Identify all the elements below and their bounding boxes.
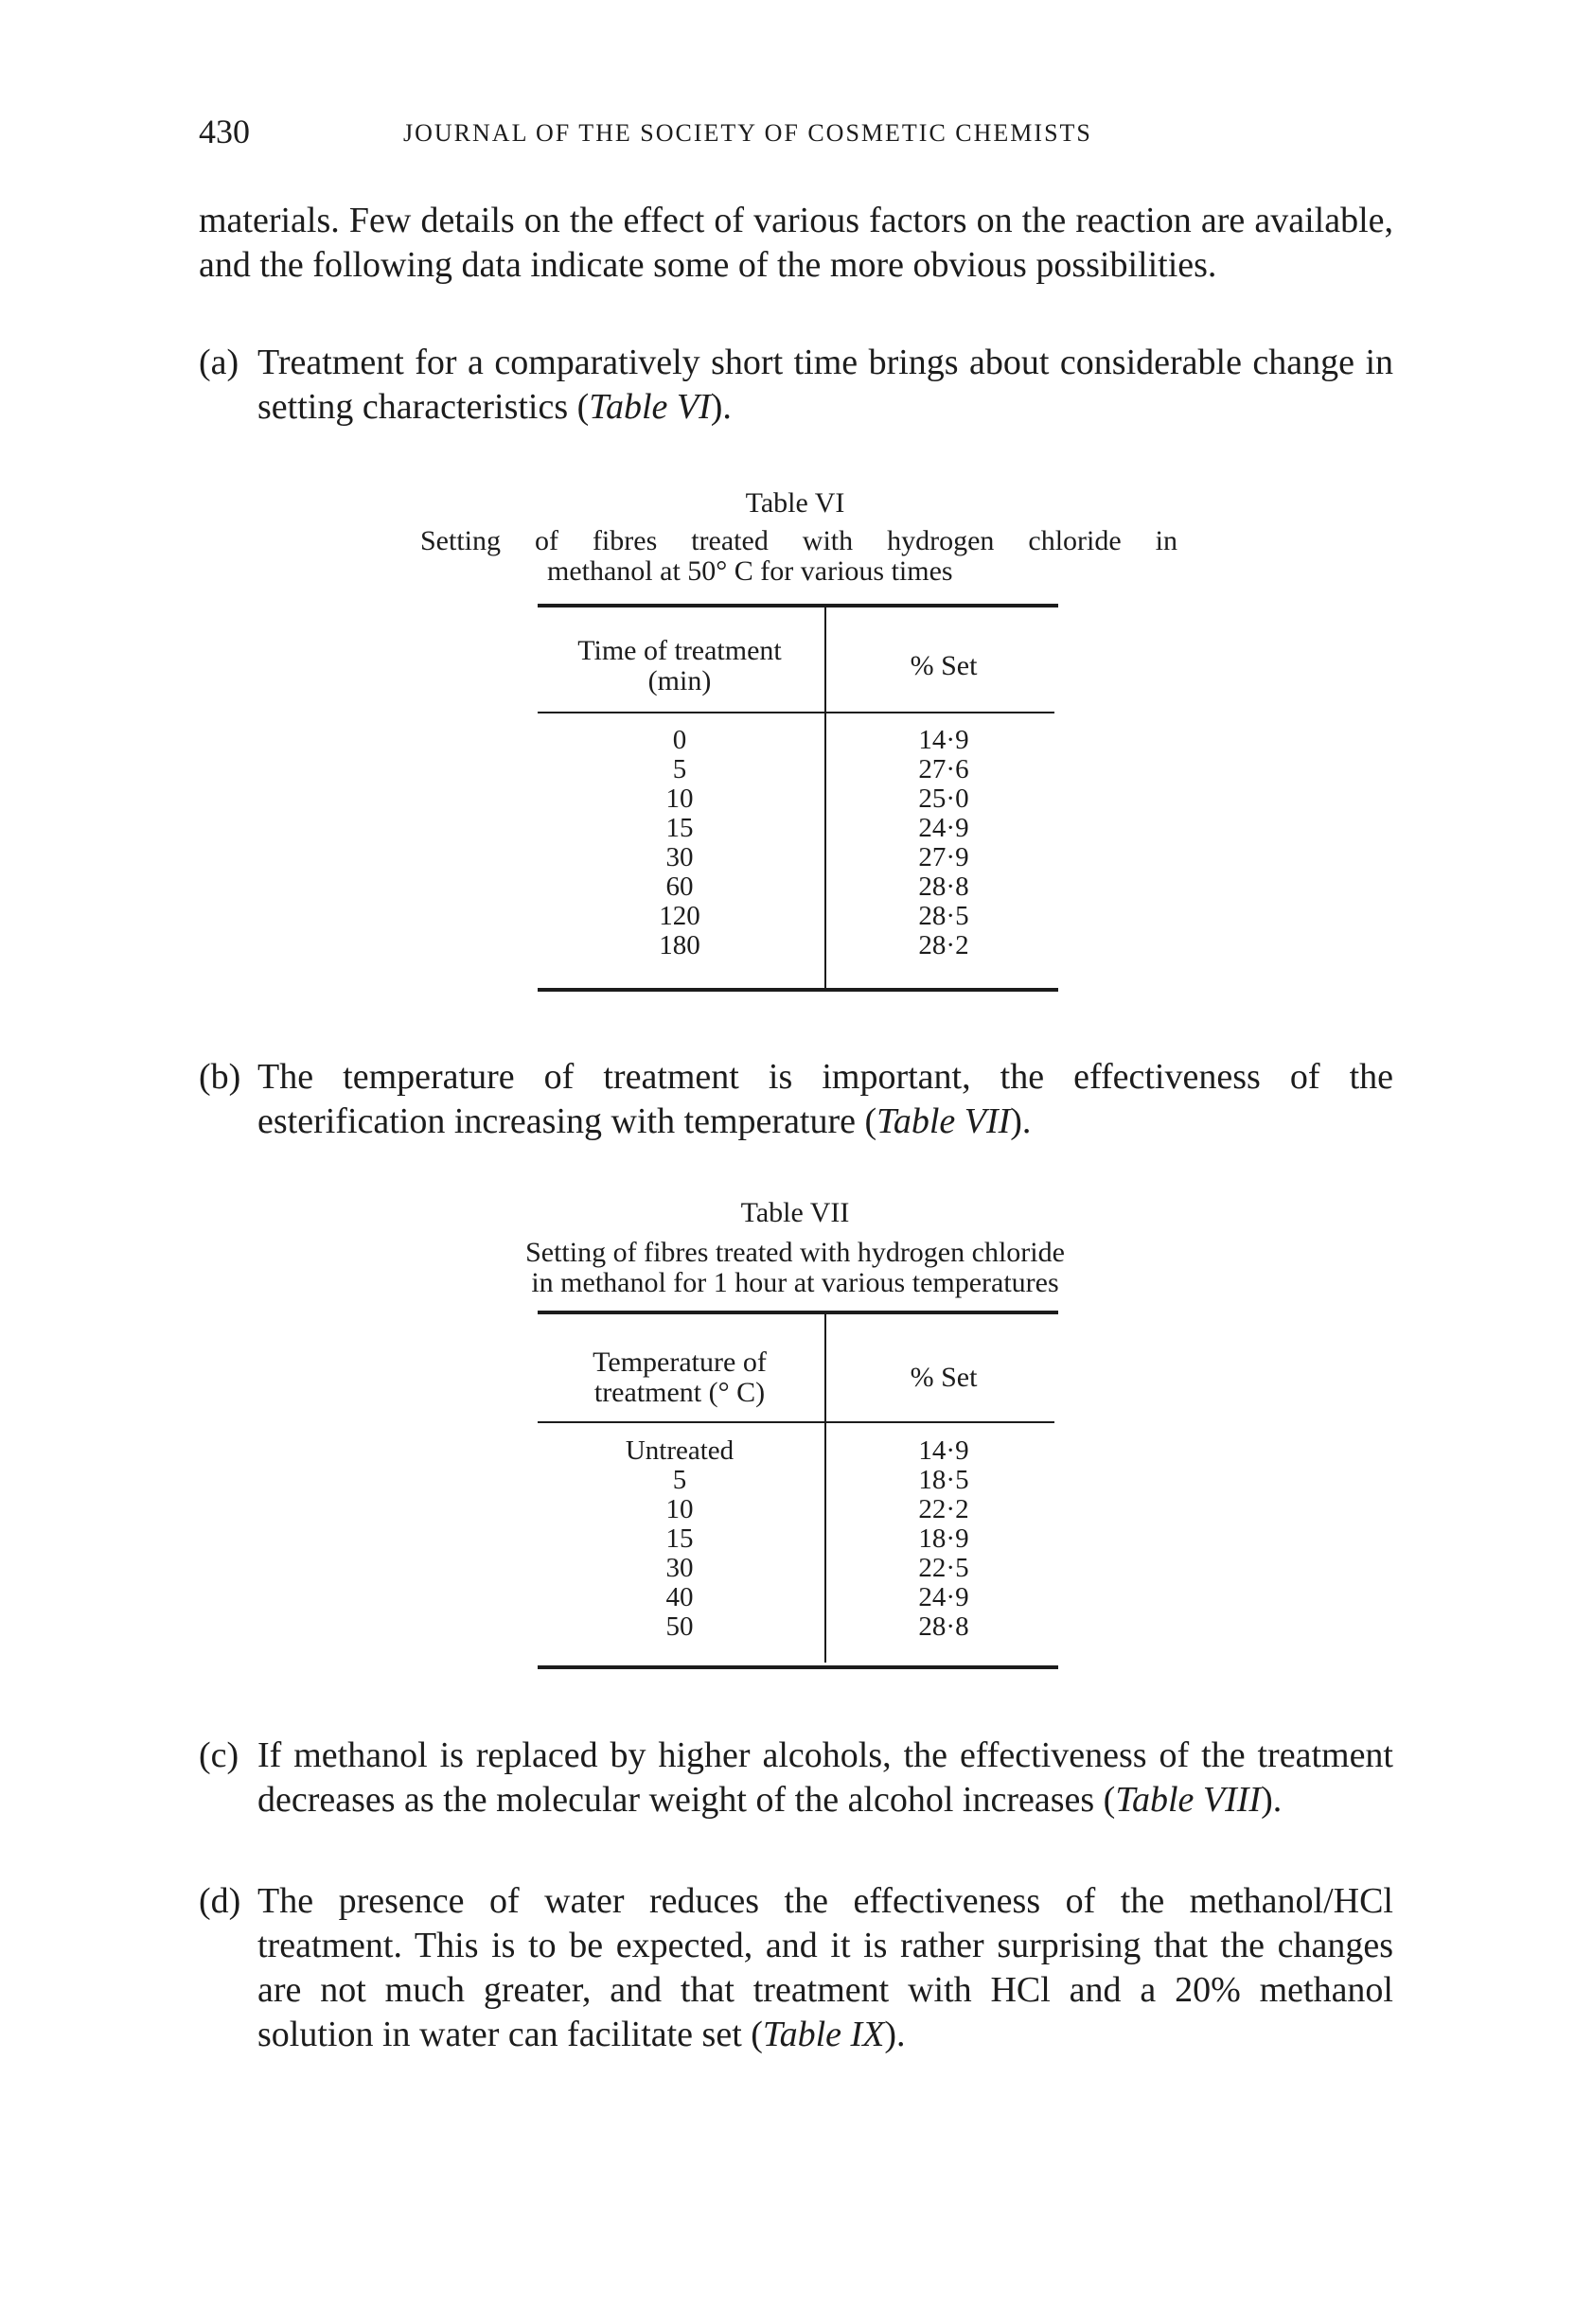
table-vii-caption: [435, 1238, 1155, 1298]
table-vi-time-cell: 5: [672, 754, 687, 784]
table-vii-column-divider: [824, 1312, 826, 1663]
table-vii-title: Table VII: [740, 1197, 850, 1228]
table-ref-vii: Table VII: [876, 1101, 1011, 1141]
table-vi-caption: [420, 526, 1177, 556]
table-ref-ix: Table IX: [762, 2015, 885, 2054]
table-vi-set-cell: 27·9: [918, 842, 969, 872]
table-vii-temperature-cell: 5: [672, 1465, 687, 1495]
table-vii-top-rule: [538, 1311, 1058, 1314]
item-c: [199, 1734, 1393, 1822]
item-a: [199, 341, 1393, 430]
table-vii-set-cell: 18·9: [918, 1523, 969, 1554]
table-vii-temperature-cell: 50: [665, 1611, 694, 1642]
table-vi-title: Table VI: [745, 487, 845, 519]
table-vi-column-divider: [824, 606, 826, 990]
intro-paragraph: materials. Few details on the effect of various factors on the reaction are available, and the following data indicate some of the more obvious possibilities.: [199, 201, 1393, 285]
table-vi-time-column: [538, 726, 822, 960]
table-vii-temperature-cell: 15: [665, 1523, 694, 1554]
table-vi-set-cell: 25·0: [918, 783, 969, 814]
table-vii-set-cell: 14·9: [918, 1435, 969, 1466]
table-ref-vi: Table VI: [589, 387, 711, 427]
table-vii-col2-header: % Set: [910, 1362, 978, 1393]
table-ref-viii: Table VIII: [1115, 1780, 1262, 1820]
table-vii-caption-line2: in methanol for 1 hour at various temperatures: [531, 1267, 1059, 1298]
table-vii-set-cell: 18·5: [918, 1465, 969, 1495]
table-vi-col2-header: % Set: [910, 650, 978, 681]
table-vii-col1-header: Temperature of treatment (° C): [593, 1347, 767, 1408]
table-vi-time-cell: 15: [665, 813, 694, 843]
table-vi-time-cell: 60: [665, 872, 694, 902]
table-vii-set-cell: 28·8: [918, 1611, 969, 1642]
table-vi-time-cell: 180: [659, 930, 700, 960]
table-vii-temperature-cell: Untreated: [625, 1435, 735, 1466]
item-d-label: (d): [199, 1881, 241, 1921]
table-vi-set-cell: 14·9: [918, 725, 969, 755]
item-d: [199, 1879, 1393, 2057]
table-vi-set-column: [829, 726, 1058, 960]
table-vii-temperature-cell: 30: [665, 1553, 694, 1583]
table-vi-top-rule: [538, 604, 1058, 607]
table-vi-set-cell: 28·2: [918, 930, 969, 960]
item-b-label: (b): [199, 1057, 241, 1097]
journal-title: JOURNAL OF THE SOCIETY OF COSMETIC CHEMISTS: [403, 119, 1092, 147]
table-vii-temperature-cell: 10: [665, 1494, 694, 1524]
table-vi-caption-line1: Setting of fibres treated with hydrogen chloride in: [420, 525, 1177, 556]
table-vii-caption-line1: Setting of fibres treated with hydrogen chloride: [525, 1237, 1065, 1268]
table-vii-temperature-cell: 40: [665, 1582, 694, 1612]
item-b: [199, 1055, 1393, 1144]
table-vii-bottom-rule: [538, 1665, 1058, 1669]
item-c-text: If methanol is replaced by higher alcohols, the effectiveness of the treatment decreases as the molecular weight of the alcohol increases (Table VIII).: [257, 1735, 1393, 1820]
running-header: [199, 112, 1391, 159]
table-vi-set-cell: 24·9: [918, 813, 969, 843]
table-vi-caption-2: [547, 556, 1077, 587]
table-vi-set-cell: 28·5: [918, 901, 969, 931]
table-vii-set-column: [829, 1436, 1058, 1642]
table-vi-time-cell: 0: [672, 725, 687, 755]
table-vi-time-cell: 30: [665, 842, 694, 872]
item-d-text: The presence of water reduces the effectiveness of the methanol/HCl treatment. This is to be expected, and it is rather surprising that the changes are not much greater, and that treatment with HCl and a 20% methanol solution in water can facilitate set (Table IX).: [257, 1881, 1393, 2054]
table-vii-header-rule: [538, 1421, 1054, 1423]
item-a-label: (a): [199, 343, 239, 382]
table-vi-set-cell: 27·6: [918, 754, 969, 784]
item-b-text: The temperature of treatment is important, the effectiveness of the esterification increasing with temperature (Table VII).: [257, 1057, 1393, 1141]
table-vii-temperature-column: [538, 1436, 822, 1642]
table-vi-caption-line2: methanol at 50° C for various times: [547, 555, 953, 587]
table-vii-set-cell: 22·5: [918, 1553, 969, 1583]
table-vi-col1-header: Time of treatment (min): [577, 635, 782, 696]
table-vii-set-cell: 22·2: [918, 1494, 969, 1524]
table-vi-bottom-rule: [538, 988, 1058, 992]
table-vi-header-rule: [538, 712, 1054, 713]
table-vi-time-cell: 10: [665, 783, 694, 814]
item-c-label: (c): [199, 1735, 239, 1775]
table-vi-time-cell: 120: [659, 901, 700, 931]
item-a-text: Treatment for a comparatively short time brings about considerable change in setting characteristics (Table VI).: [257, 343, 1393, 427]
page-number: 430: [199, 113, 250, 150]
table-vi-set-cell: 28·8: [918, 872, 969, 902]
table-vii-set-cell: 24·9: [918, 1582, 969, 1612]
